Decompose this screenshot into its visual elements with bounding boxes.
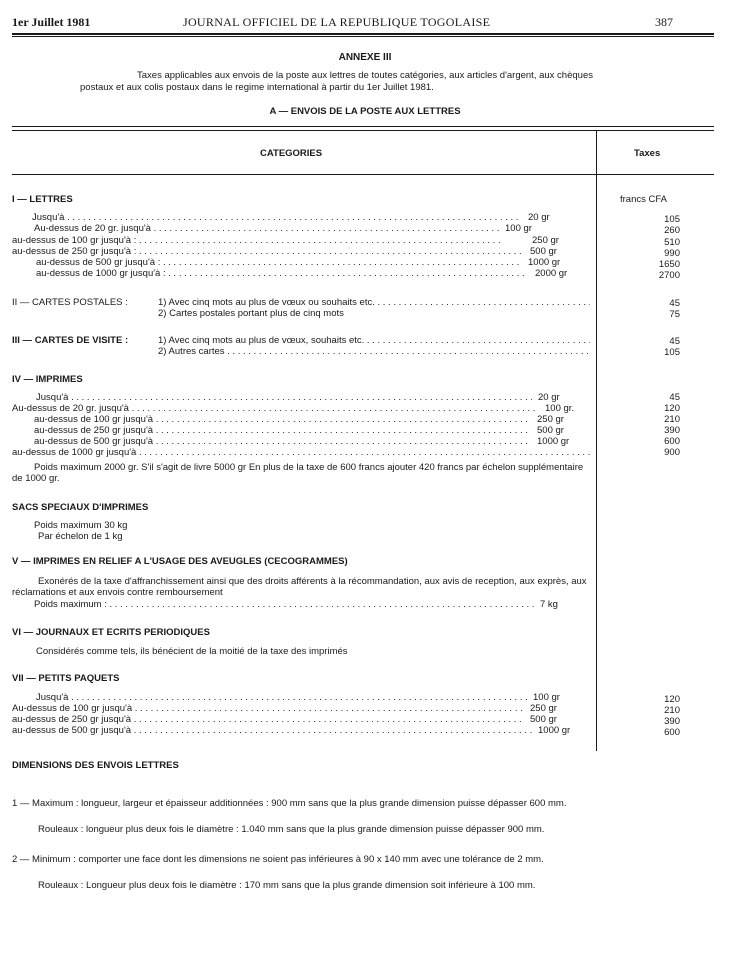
petits-paquets-weight: 100 gr (533, 692, 560, 703)
lettres-tax: 510 (664, 237, 680, 248)
cecogrammes-text: Exonérés de la taxe d'affranchissement ainsi que des droits afférents à la récommandation, aux avis de reception, aux exprès, aux réclamations et aux envois contre remboursement (12, 576, 587, 598)
cartes-postales-tax: 45 (669, 298, 680, 309)
dimensions-rouleaux-max: Rouleaux : longueur plus deux fois le diamètre : 1.040 mm sans que la plus grande dimension puisse dépasser 900 mm. (38, 824, 545, 835)
imprimes-weight: 500 gr (537, 425, 564, 436)
petits-paquets-row: Jusqu'à . . . (36, 692, 528, 703)
cartes-postales-title: II — CARTES POSTALES : (12, 297, 128, 308)
imprimes-row: au-dessus de 250 gr jusqu'à . . . (34, 425, 528, 436)
lettres-tax: 990 (664, 248, 680, 259)
lettres-weight: 1000 gr (528, 257, 561, 268)
imprimes-note: Poids maximum 2000 gr. S'il s'agit de livre 5000 gr En plus de la taxe de 600 francs ajouter 420 francs par échelon supplémentaire de 1000 gr. (12, 462, 584, 484)
lettres-weight: 20 gr (528, 212, 550, 223)
imprimes-row: au-dessus de 1000 gr jusqu'à . . . (12, 447, 590, 458)
table-column-divider (596, 131, 597, 751)
lettres-weight: 2000 gr (535, 268, 568, 279)
petits-paquets-weight: 1000 gr (538, 725, 571, 736)
unit-label: francs CFA (620, 194, 667, 205)
imprimes-tax: 120 (664, 403, 680, 414)
col-header-categories: CATEGORIES (260, 148, 323, 159)
petits-paquets-row: au-dessus de 500 gr jusqu'à . . . (12, 725, 534, 736)
table-top-rule-2 (12, 130, 714, 131)
imprimes-weight: 1000 gr (537, 436, 570, 447)
cartes-postales-item: 1) Avec cinq mots au plus de vœux ou souhaits etc. . . . (158, 297, 590, 308)
cartes-postales-item: 2) Cartes postales portant plus de cinq mots (158, 308, 344, 319)
dimensions-title: DIMENSIONS DES ENVOIS LETTRES (12, 760, 179, 771)
header-rule-thin (12, 36, 714, 37)
petits-paquets-tax: 120 (664, 694, 680, 705)
header-date: 1er Juillet 1981 (12, 15, 91, 29)
lettres-weight: 100 gr (505, 223, 532, 234)
imprimes-weight: 100 gr. (545, 403, 575, 414)
petits-paquets-tax: 390 (664, 716, 680, 727)
imprimes-title: IV — IMPRIMES (12, 374, 83, 385)
imprimes-tax: 900 (664, 447, 680, 458)
annex-intro-2: postaux et aux colis postaux dans le regime international à partir du 1er Juillet 1981. (80, 82, 434, 93)
cartes-visite-title: III — CARTES DE VISITE : (12, 335, 129, 346)
imprimes-row: au-dessus de 500 gr jusqu'à . . . (34, 436, 528, 447)
petits-paquets-tax: 210 (664, 705, 680, 716)
petits-paquets-weight: 250 gr (530, 703, 557, 714)
col-header-taxes: Taxes (634, 148, 661, 159)
lettres-weight: 250 gr (532, 235, 559, 246)
imprimes-row: au-dessus de 100 gr jusqu'à . . . (34, 414, 528, 425)
lettres-row: au-dessus de 1000 gr jusqu'à : . . . (36, 268, 528, 279)
petits-paquets-title: VII — PETITS PAQUETS (12, 673, 120, 684)
petits-paquets-tax: 600 (664, 727, 680, 738)
section-a-title: A — ENVOIS DE LA POSTE AUX LETTRES (269, 106, 461, 117)
dimensions-rouleaux-min: Rouleaux : Longueur plus deux fois le diamètre : 170 mm sans que la plus grande dimension soit inférieure à 100 mm. (38, 880, 536, 891)
petits-paquets-weight: 500 gr (530, 714, 557, 725)
lettres-row: Au-dessus de 20 gr. jusqu'à . . . (34, 223, 500, 234)
cecogrammes-poids-value: 7 kg (540, 599, 558, 610)
imprimes-tax: 390 (664, 425, 680, 436)
annex-title: ANNEXE III (338, 52, 392, 63)
cecogrammes-title: V — IMPRIMES EN RELIEF A L'USAGE DES AVEUGLES (CECOGRAMMES) (12, 556, 348, 567)
cartes-postales-tax: 75 (669, 309, 680, 320)
lettres-row: Jusqu'à . . . (32, 212, 522, 223)
petits-paquets-row: au-dessus de 250 gr jusqu'à . . . (12, 714, 524, 725)
lettres-row: au-dessus de 250 gr jusqu'à : . . . (12, 246, 522, 257)
header-rule (12, 33, 714, 35)
imprimes-row: Au-dessus de 20 gr. jusqu'à . . . (12, 403, 538, 414)
lettres-title: I — LETTRES (12, 194, 73, 205)
table-top-rule (12, 126, 714, 127)
journal-title: JOURNAL OFFICIEL DE LA REPUBLIQUE TOGOLAISE (183, 15, 491, 29)
annex-intro-1: Taxes applicables aux envois de la poste aux lettres de toutes catégories, aux articles d'argent, aux chèques (137, 70, 593, 81)
lettres-tax: 1650 (658, 259, 680, 270)
cartes-visite-item: 1) Avec cinq mots au plus de vœux, souhaits etc. . . . (158, 335, 590, 346)
lettres-row: au-dessus de 100 gr jusqu'à : . . . (12, 235, 504, 246)
journaux-text: Considérés comme tels, ils bénécient de la moitié de la taxe des imprimés (36, 646, 348, 657)
page-number: 387 (655, 15, 673, 29)
sacs-line: Poids maximum 30 kg (34, 520, 128, 531)
dimensions-min: 2 — Minimum : comporter une face dont les dimensions ne soient pas inférieures à 90 x 140 mm avec une tolérance de 2 mm. (12, 854, 544, 865)
lettres-tax: 2700 (658, 270, 680, 281)
table-header-rule (12, 174, 714, 175)
lettres-weight: 500 gr (530, 246, 557, 257)
cartes-visite-item: 2) Autres cartes . . . (158, 346, 590, 357)
petits-paquets-row: Au-dessus de 100 gr jusqu'à . . . (12, 703, 522, 714)
dimensions-max: 1 — Maximum : longueur, largeur et épaisseur additionnées : 900 mm sans que la plus grande dimension puisse dépasser 600 mm. (12, 798, 567, 809)
imprimes-tax: 600 (664, 436, 680, 447)
imprimes-weight: 20 gr (538, 392, 560, 403)
journaux-title: VI — JOURNAUX ET ECRITS PERIODIQUES (12, 627, 210, 638)
imprimes-tax: 45 (669, 392, 680, 403)
cartes-visite-tax: 105 (664, 347, 680, 358)
cartes-visite-tax: 45 (669, 336, 680, 347)
cecogrammes-poids-label: Poids maximum : . . . (34, 599, 534, 610)
imprimes-row: Jusqu'à . . . (36, 392, 532, 403)
imprimes-tax: 210 (664, 414, 680, 425)
imprimes-weight: 250 gr (537, 414, 564, 425)
lettres-tax: 260 (664, 225, 680, 236)
sacs-line: Par échelon de 1 kg (38, 531, 123, 542)
sacs-title: SACS SPECIAUX D'IMPRIMES (12, 502, 149, 513)
lettres-tax: 105 (664, 214, 680, 225)
lettres-row: au-dessus de 500 gr jusqu'à : . . . (36, 257, 522, 268)
